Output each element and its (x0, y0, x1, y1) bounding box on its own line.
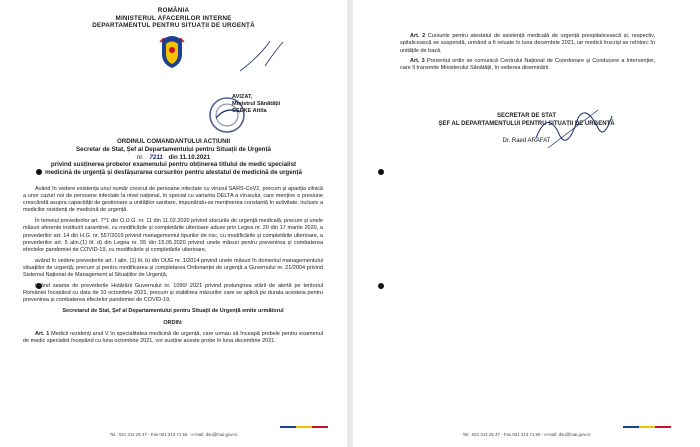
order-body (23, 186, 323, 349)
flag-stripe-blue (280, 426, 296, 428)
article-2 (400, 33, 655, 55)
handwritten-mark-icon (235, 36, 290, 76)
article-3-text: Prezentul ordin se comunică Centrului Național de Coordonare și Conducere a Intervenției, care îl transmite Ministerului Sănătății, în vederea diseminării. (400, 57, 655, 72)
order-title: ORDINUL COMANDANTULUI ACȚIUNII (116, 138, 231, 145)
signature-department: ȘEF AL DEPARTAMENTULUI PENTRU SITUAȚII DE URGENȚĂ (438, 121, 615, 127)
document-page-2 (353, 0, 700, 447)
handwritten-signature-icon (528, 98, 618, 158)
order-subject-line-2: medicină de urgență și desfășurarea cursurilor pentru atestatul de medicină de urgență (45, 169, 302, 177)
flag-stripe-yellow (639, 426, 655, 428)
header-block (0, 7, 347, 30)
article-3 (400, 58, 655, 73)
paragraph: În temeiul prevederilor art. 7^1 din O.U.G. nr. 11 din 11.02.2020 privind stocurile de urgență medicală, precum și unele măsuri aferente instituirii carantinei, cu modificările și completările ulterioare aduse prin Legea nr. 20 din 17 martie 2020, a prevederilor art. 14 din H.G. nr. 557/2016 privind managementul tipurilor de risc, cu modificările și completările ulterioare, a prevederilor art. 5 alin.(1) lit. d) din Legea nr. 55 din 15.05.2020 privind unele măsuri pentru prevenirea și combaterea efectelor pandemiei de COVID-19, cu modificările și completările ulterioare, (23, 218, 323, 253)
ordin-label: ORDIN: (163, 319, 183, 326)
romanian-coat-of-arms-icon (158, 34, 186, 70)
article-1-text: Medicii rezidenți anul V în specialitatea medicină de urgență, care urmau să înceapă probele pentru examenul de medic specialist începând cu luna octombrie 2021, vor susține aceste probe în luna decembrie 2021. (23, 330, 324, 344)
punch-hole-mark (378, 169, 384, 175)
order-heading (0, 138, 347, 177)
approval-label: AVIZAT, (232, 94, 253, 100)
flag-stripe-red (312, 426, 328, 428)
header-ministry: MINISTERUL AFACERILOR INTERNE (115, 14, 232, 22)
signature-name: Dr. Raed ARAFAT (502, 138, 551, 144)
flag-stripe-red (655, 426, 671, 428)
order-body-continued (400, 33, 655, 75)
page-footer: Tel.: 021 312 25 47 - Fax 021 313 71 55 - e-mail: dsu@mai.gov.ro (109, 432, 238, 437)
approval-block (232, 94, 280, 115)
approval-name: CSEKE Attila (232, 108, 267, 114)
order-number-value: 7211 (149, 153, 163, 161)
approval-role: Ministrul Sănătății (232, 101, 281, 107)
header-department: DEPARTAMENTUL PENTRU SITUAȚII DE URGENȚĂ (92, 22, 255, 30)
article-2-label: Art. 2 (410, 33, 426, 39)
paragraph: având în vedere prevederile art. I alin. (1) lit. b) din OUG nr. 1/2014 privind unele măsuri în domeniul managementului situațiilor de urgență, precum și pentru modificarea și completarea Ordonanței de urgență a Guvernului nr. 21/2004 privind Sistemul Național de Management al Situațiilor de Urgență, (23, 257, 323, 279)
article-1 (23, 331, 323, 345)
order-issuer: Secretar de Stat, Șef al Departamentului pentru Situații de Urgență (76, 145, 271, 153)
page-footer: Tel.: 021 312 25 47 - Fax 021 313 71 55 - e-mail: dsu@mai.gov.ro (462, 432, 591, 437)
issuer-line: Secretarul de Stat, Șef al Departamentului pentru Situații de Urgență emite următorul (62, 308, 284, 315)
paragraph: ținând seama de prevederile Hotărârii Guvernului nr. 1090/ 2021 privind prelungirea stării de alertă pe teritoriul României începând cu data de 10 octombrie 2021, precum și stabilirea măsurilor care se aplică pe durata acesteia pentru prevenirea și combaterea efectelor pandemiei de COVID-19, (23, 283, 323, 304)
header-country: ROMÂNIA (157, 7, 190, 14)
order-subject-line-1: privind susținerea probelor examenului pentru obținerea titlului de medic specialist (50, 161, 297, 169)
paragraph: Având în vedere existența unui număr crescut de persoane infectate cu virusul SARS-CoV2, precum și apariția zilnică a unor cazuri noi de persoane infectate la nivel național, în special cu varianta DELTA a virusului, care menține o presiune crescândă asupra capacității de gestionare a unităților sanitare, impunându-se menținerea constantă în activitate, inclusiv a medicilor rezidenți de medicină de urgență. (23, 186, 323, 214)
order-number-prefix: nr. (136, 153, 144, 161)
article-1-label: Art. 1 (35, 330, 50, 337)
flag-stripe-blue (623, 426, 639, 428)
order-number-line (0, 154, 347, 162)
article-3-label: Art. 3 (410, 57, 425, 64)
punch-hole-mark (36, 169, 42, 175)
signature-title: SECRETAR DE STAT (496, 113, 556, 119)
signature-block (353, 112, 700, 145)
punch-hole-mark (378, 283, 384, 289)
flag-stripe-yellow (296, 426, 312, 428)
article-2-text: Cursurile pentru atestatul de asistență medicală de urgență prespitalicească și, respectiv, spitalicească se suspendă, urmând a fi reluate în luna decembrie 2021, iar medicii înscriși se reîntorc în unitățile de bază. (400, 33, 655, 54)
order-date: din 11.10.2021 (168, 153, 211, 161)
document-page-1 (0, 0, 347, 447)
